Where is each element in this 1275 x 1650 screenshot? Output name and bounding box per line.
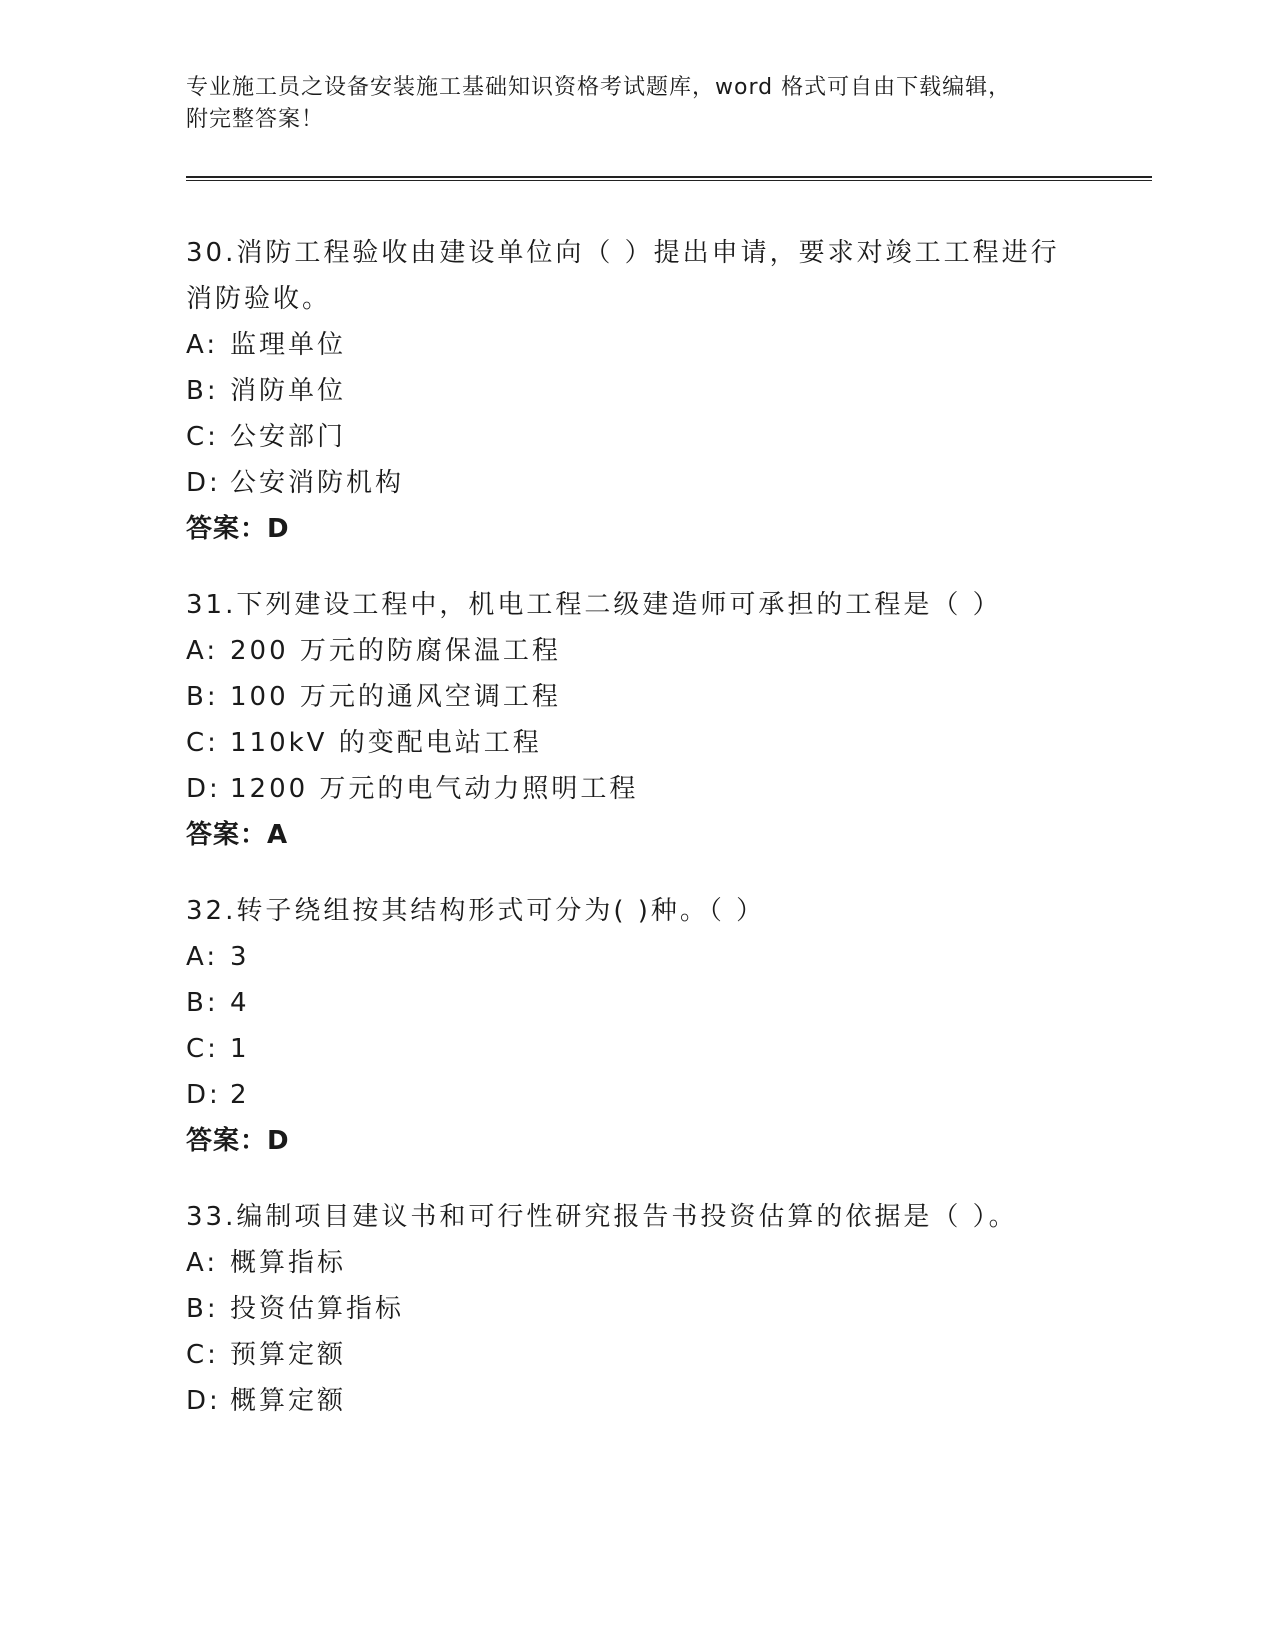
option-b xyxy=(186,1286,1086,1332)
option-text: 1200 万元的电气动力照明工程 xyxy=(230,774,639,804)
option-letter: B: xyxy=(186,376,219,406)
option-text: 2 xyxy=(230,1080,250,1110)
option-text: 1 xyxy=(230,1034,250,1064)
option-a xyxy=(186,322,1086,368)
option-text: 概算指标 xyxy=(230,1248,347,1278)
option-letter: B: xyxy=(186,682,219,712)
question-stem: 31.下列建设工程中，机电工程二级建造师可承担的工程是（ ） xyxy=(186,590,1002,620)
option-d xyxy=(186,1072,1086,1118)
option-text: 监理单位 xyxy=(230,330,347,360)
option-letter: A: xyxy=(186,330,219,360)
option-c xyxy=(186,720,1086,766)
option-d xyxy=(186,460,1086,506)
option-b xyxy=(186,674,1086,720)
option-text: 概算定额 xyxy=(230,1386,347,1416)
option-text: 4 xyxy=(230,988,250,1018)
option-b xyxy=(186,980,1086,1026)
answer-label: 答案：A xyxy=(186,820,289,850)
option-c xyxy=(186,1026,1086,1072)
option-text: 预算定额 xyxy=(230,1340,347,1370)
question-stem: 30.消防工程验收由建设单位向（ ）提出申请，要求对竣工工程进行 xyxy=(186,238,1060,268)
option-letter: A: xyxy=(186,636,219,666)
option-d xyxy=(186,1378,1086,1424)
option-a xyxy=(186,1240,1086,1286)
option-letter: C: xyxy=(186,1340,219,1370)
option-b xyxy=(186,368,1086,414)
option-letter: C: xyxy=(186,728,219,758)
option-letter: C: xyxy=(186,422,219,452)
option-letter: B: xyxy=(186,1294,219,1324)
option-c xyxy=(186,1332,1086,1378)
question-33 xyxy=(186,1194,1086,1424)
option-letter: D: xyxy=(186,468,221,498)
answer-label: 答案：D xyxy=(186,1126,290,1156)
question-stem-continued: 消防验收。 xyxy=(186,284,332,314)
option-letter: B: xyxy=(186,988,219,1018)
question-stem: 32.转子绕组按其结构形式可分为( )种。（ ） xyxy=(186,896,766,926)
option-text: 投资估算指标 xyxy=(230,1294,405,1324)
option-a xyxy=(186,628,1086,674)
option-text: 公安消防机构 xyxy=(230,468,405,498)
option-letter: D: xyxy=(186,1386,221,1416)
question-stem: 33.编制项目建议书和可行性研究报告书投资估算的依据是（ ）。 xyxy=(186,1202,1018,1232)
header-line-2: 附完整答案！ xyxy=(186,107,325,132)
option-letter: A: xyxy=(186,942,219,972)
question-32 xyxy=(186,888,1086,1164)
option-letter: A: xyxy=(186,1248,219,1278)
option-letter: C: xyxy=(186,1034,219,1064)
option-a xyxy=(186,934,1086,980)
option-d xyxy=(186,766,1086,812)
question-31 xyxy=(186,582,1086,858)
document-header xyxy=(186,72,1086,136)
header-divider xyxy=(186,176,1152,181)
option-text: 消防单位 xyxy=(230,376,347,406)
option-c xyxy=(186,414,1086,460)
header-line-1: 专业施工员之设备安装施工基础知识资格考试题库，word 格式可自由下载编辑， xyxy=(186,75,1012,100)
option-letter: D: xyxy=(186,1080,221,1110)
option-text: 200 万元的防腐保温工程 xyxy=(230,636,561,666)
answer-label: 答案：D xyxy=(186,514,290,544)
option-text: 3 xyxy=(230,942,250,972)
option-text: 100 万元的通风空调工程 xyxy=(230,682,561,712)
option-letter: D: xyxy=(186,774,221,804)
question-30 xyxy=(186,230,1086,552)
option-text: 110kV 的变配电站工程 xyxy=(230,728,542,758)
option-text: 公安部门 xyxy=(230,422,347,452)
